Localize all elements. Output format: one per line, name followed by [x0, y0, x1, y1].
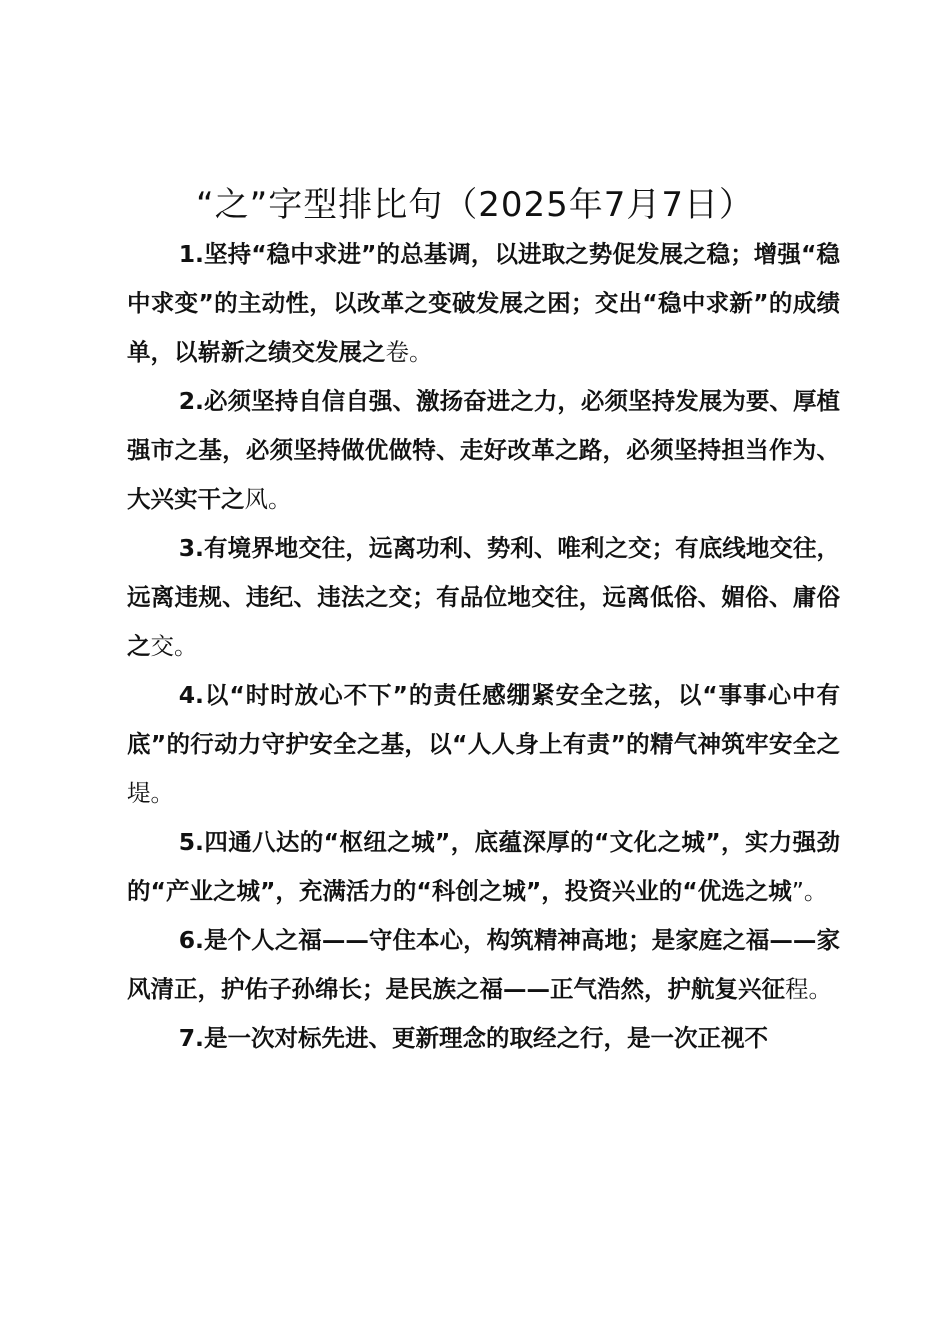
- paragraph-text: 2.必须坚持自信自强、激扬奋进之力，必须坚持发展为要、厚植强市之基，必须坚持做优做特、走好改革之路，必须坚持担当作为、大兴实干之: [127, 387, 840, 513]
- paragraph-tail: 风。: [244, 485, 292, 513]
- paragraph-tail: 卷。: [385, 338, 433, 366]
- paragraph-5: [127, 818, 840, 916]
- paragraph-tail: 交。: [150, 632, 198, 660]
- paragraph-tail: ”。: [791, 877, 828, 905]
- paragraph-text: 3.有境界地交往，远离功利、势利、唯利之交；有底线地交往，远离违规、违纪、违法之交；有品位地交往，远离低俗、媚俗、庸俗之: [127, 534, 840, 660]
- paragraph-7: [127, 1014, 840, 1063]
- paragraph-tail: 程。: [785, 975, 832, 1003]
- paragraph-text: 4.以“时时放心不下”的责任感绷紧安全之弦，以“事事心中有底”的行动力守护安全之基，以“人人身上有责”的精气神筑牢安全之: [127, 681, 840, 758]
- document-body: [127, 230, 840, 1063]
- paragraph-4: [127, 671, 840, 818]
- paragraph-text: 5.四通八达的“枢纽之城”，底蕴深厚的“文化之城”，实力强劲的“产业之城”，充满活力的“科创之城”，投资兴业的“优选之城: [127, 828, 840, 905]
- paragraph-tail: 堤。: [127, 779, 174, 807]
- paragraph-3: [127, 524, 840, 671]
- paragraph-6: [127, 916, 840, 1014]
- paragraph-text: 1.坚持“稳中求进”的总基调，以进取之势促发展之稳；增强“稳中求变”的主动性，以改革之变破发展之困；交出“稳中求新”的成绩单，以崭新之绩交发展之: [127, 240, 840, 366]
- paragraph-text: 6.是个人之福——守住本心，构筑精神高地；是家庭之福——家风清正，护佑子孙绵长；是民族之福——正气浩然，护航复兴征: [127, 926, 840, 1003]
- document-title: “之”字型排比句（2025年7月7日）: [195, 185, 755, 225]
- paragraph-1: [127, 230, 840, 377]
- paragraph-text: 7.是一次对标先进、更新理念的取经之行，是一次正视不: [178, 1024, 768, 1052]
- paragraph-2: [127, 377, 840, 524]
